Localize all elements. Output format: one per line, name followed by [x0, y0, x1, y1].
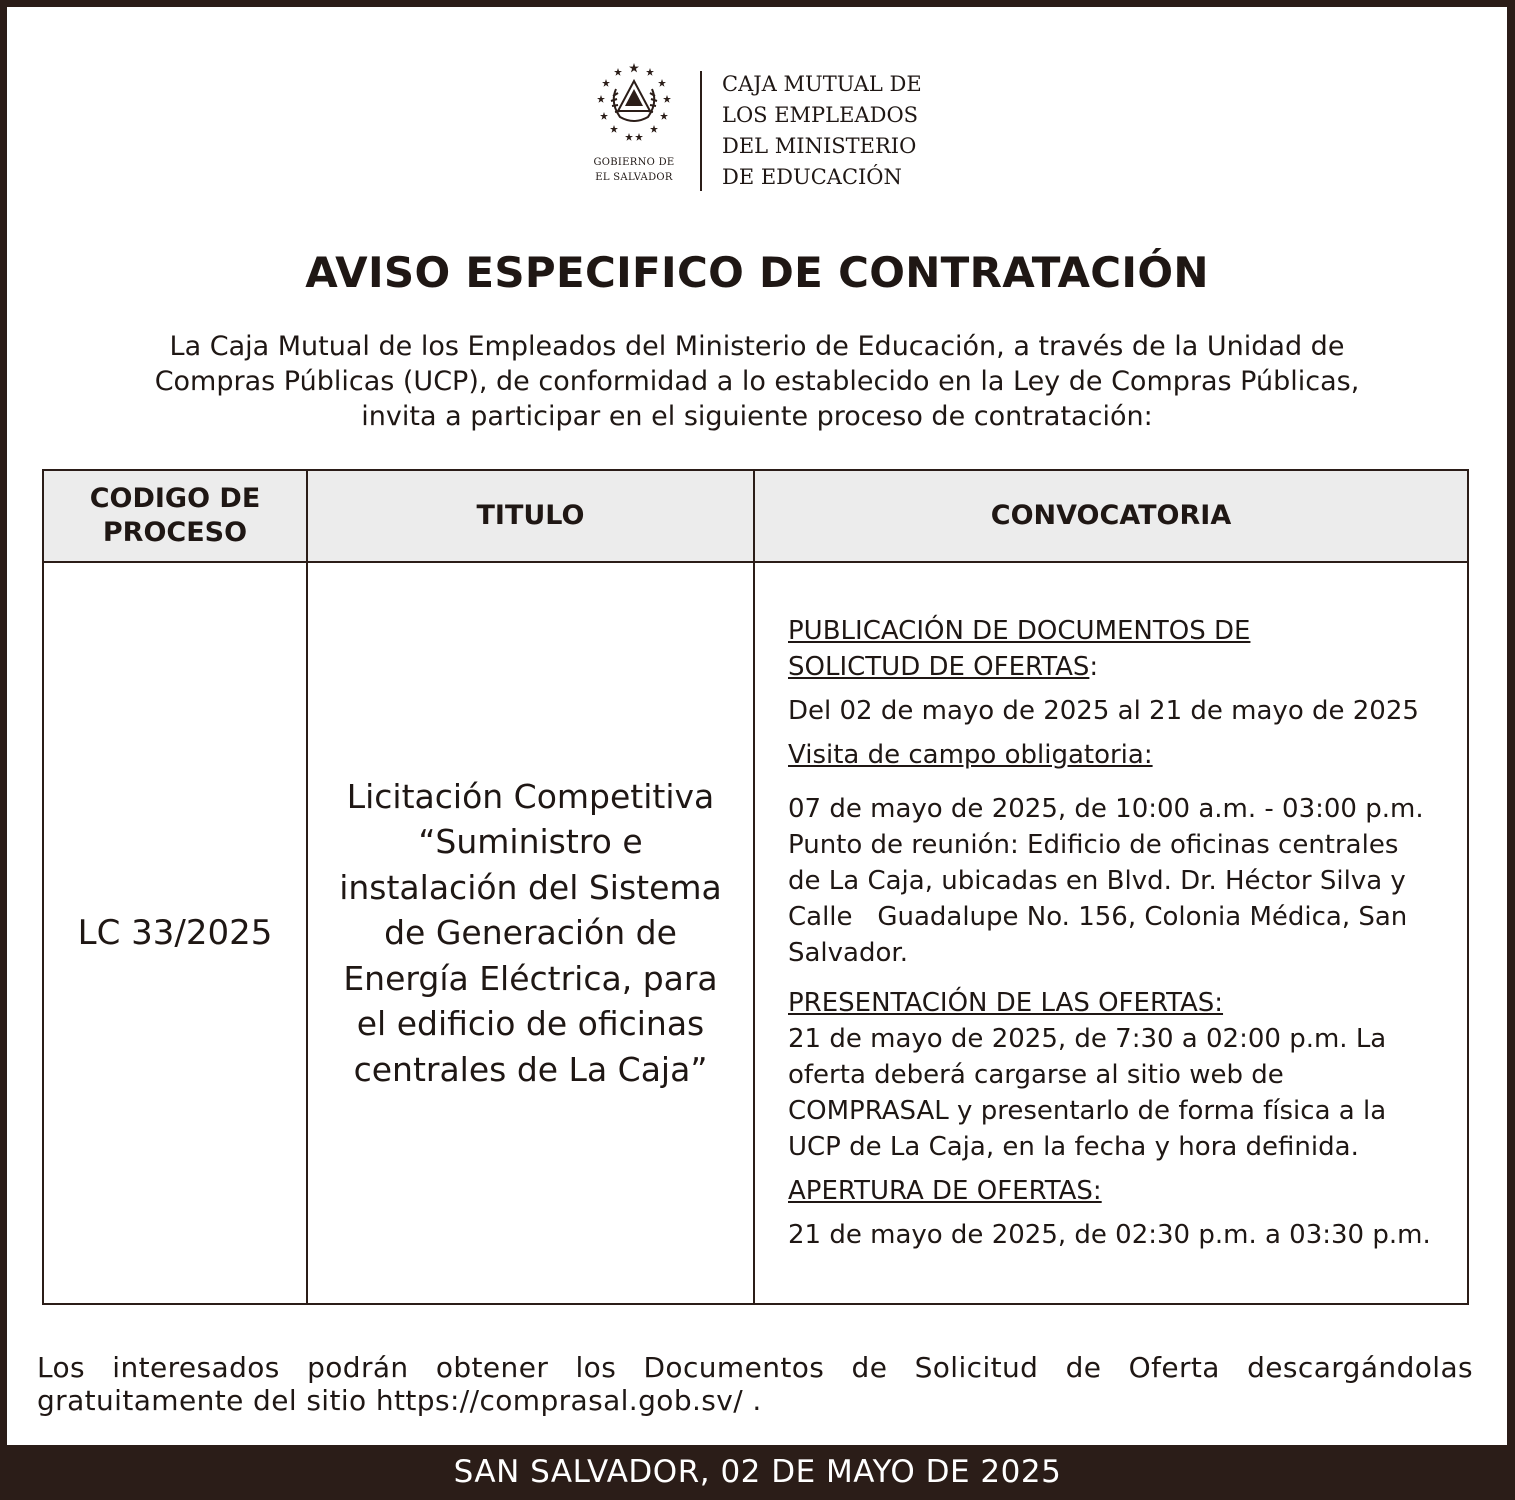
table-row	[43, 562, 1468, 1304]
visita-text: 07 de mayo de 2025, de 10:00 a.m. - 03:00 p.m. Punto de reunión: Edificio de oficinas centrales de La Caja, ubicadas en Blvd. Dr. Héctor Silva y Calle Guadalupe No. 156, Colonia Médica, San Salvador.	[788, 794, 1424, 968]
header-logo-block	[582, 59, 962, 199]
publicacion-text: Del 02 de mayo de 2025 al 21 de mayo de 2025	[788, 696, 1419, 726]
government-label: GOBIERNO DE EL SALVADOR	[593, 157, 675, 183]
process-code: LC 33/2025	[43, 562, 307, 1304]
convocatoria-details	[754, 562, 1468, 1304]
logo-divider	[700, 71, 702, 191]
presentacion-heading: PRESENTACIÓN DE LAS OFERTAS:	[788, 988, 1224, 1018]
closing-paragraph: Los interesados podrán obtener los Documentos de Solicitud de Oferta descargándolas gratuitamente del sitio https://comprasal.gob.sv/ .	[37, 1351, 1473, 1417]
header-titulo: TITULO	[307, 470, 754, 562]
process-table	[42, 469, 1469, 1305]
process-title: Licitación Competitiva “Suministro e instalación del Sistema de Generación de Energía Eléctrica, para el edificio de oficinas centrales de La Caja”	[307, 562, 754, 1304]
coat-of-arms-icon	[592, 59, 676, 143]
visita-heading: Visita de campo obligatoria:	[788, 740, 1153, 770]
publicacion-heading: PUBLICACIÓN DE DOCUMENTOS DE SOLICTUD DE OFERTAS:	[788, 616, 1251, 682]
apertura-heading: APERTURA DE OFERTAS:	[788, 1176, 1102, 1206]
presentacion-text: 21 de mayo de 2025, de 7:30 a 02:00 p.m. La oferta deberá cargarse al sitio web de COMPRASAL y presentarlo de forma física a la UCP de La Caja, en la fecha y hora definida.	[788, 1024, 1387, 1162]
page-title: AVISO ESPECIFICO DE CONTRATACIÓN	[305, 248, 1209, 297]
notice-page	[7, 7, 1507, 1445]
header-codigo: CODIGO DE PROCESO	[43, 470, 307, 562]
table-header-row	[43, 470, 1468, 562]
apertura-text: 21 de mayo de 2025, de 02:30 p.m. a 03:30 p.m.	[788, 1220, 1431, 1250]
footer-date-band	[0, 1445, 1515, 1500]
intro-paragraph: La Caja Mutual de los Empleados del Ministerio de Educación, a través de la Unidad de Compras Públicas (UCP), de conformidad a lo establecido en la Ley de Compras Públicas, invita a participar en el siguiente proceso de contratación:	[154, 331, 1360, 432]
footer-date: SAN SALVADOR, 02 DE MAYO DE 2025	[453, 1454, 1062, 1490]
header-convocatoria: CONVOCATORIA	[754, 470, 1468, 562]
institution-name: CAJA MUTUAL DE LOS EMPLEADOS DEL MINISTERIO DE EDUCACIÓN	[722, 72, 922, 189]
